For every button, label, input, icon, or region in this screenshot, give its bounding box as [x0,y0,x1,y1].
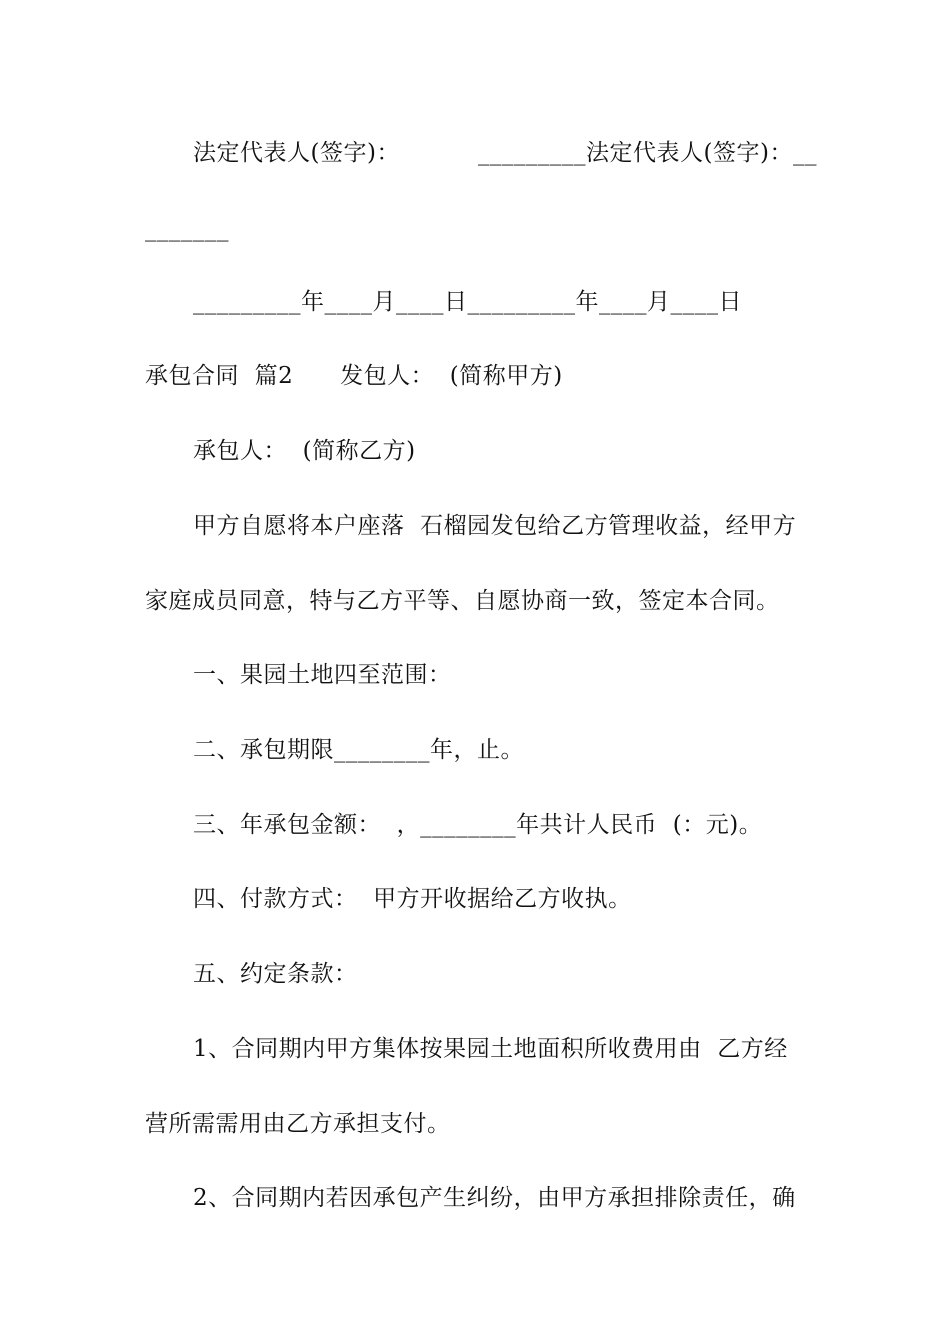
item-4-payment-method: 四、付款方式： 甲方开收据给乙方收执。 [193,886,632,912]
contractor-line: 承包人： (简称乙方) [193,438,416,464]
paragraph-1-line-1: 甲方自愿将本户座落 石榴园发包给乙方管理收益，经甲方 [193,513,797,539]
clause-1-line-1: 1、合同期内甲方集体按果园土地面积所收费用由 乙方经 [193,1036,788,1062]
paragraph-1-line-2: 家庭成员同意，特与乙方平等、自愿协商一致，签定本合同。 [145,588,780,614]
item-3-annual-amount: 三、年承包金额： ，________年共计人民币 (：元)。 [193,812,763,838]
item-1-orchard-boundary: 一、果园土地四至范围： [193,662,452,688]
item-5-agreed-terms: 五、约定条款： [193,961,358,987]
contract-title-line: 承包合同 篇2 发包人： (简称甲方) [145,363,563,389]
signature-representatives-line: 法定代表人(签字)： _________法定代表人(签字)：__ [193,140,818,166]
item-2-contract-term: 二、承包期限________年，止。 [193,737,524,763]
date-fields-line: _________年____月____日_________年____月____日 [193,289,742,315]
clause-1-line-2: 营所需需用由乙方承担支付。 [145,1111,451,1137]
signature-underline-continuation: _______ [145,216,229,242]
clause-2-line-1: 2、合同期内若因承包产生纠纷，由甲方承担排除责任，确 [193,1185,796,1211]
